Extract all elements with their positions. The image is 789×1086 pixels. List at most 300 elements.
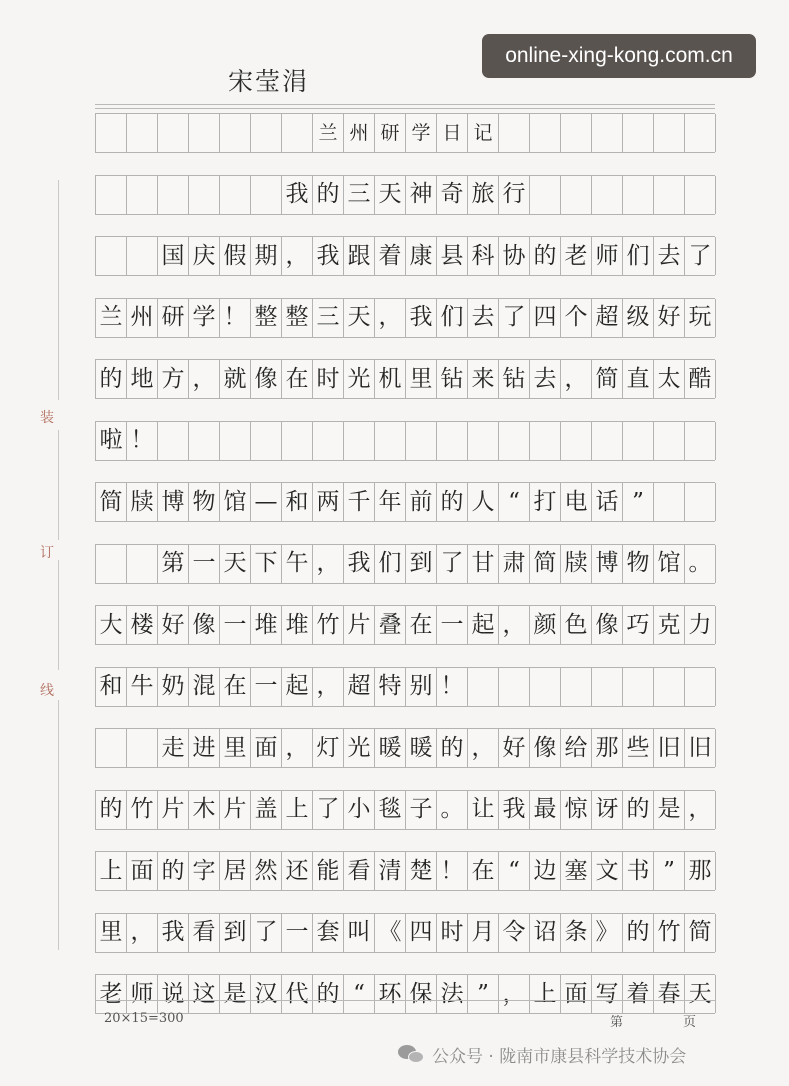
grid-cell: 里	[96, 914, 127, 952]
grid-cell: 边	[530, 852, 561, 890]
grid-cell	[282, 422, 313, 460]
grid-cell	[654, 176, 685, 214]
grid-cell: 我	[406, 299, 437, 337]
grid-cell: 颜	[530, 606, 561, 644]
margin-label-zhuang: 装	[40, 410, 54, 426]
grid-cell: ”	[468, 975, 499, 1013]
grid-cell: 面	[251, 729, 282, 767]
grid-cell	[127, 237, 158, 275]
grid-cell: 和	[96, 668, 127, 706]
grid-cell: 暖	[375, 729, 406, 767]
grid-cell	[623, 422, 654, 460]
grid-cell	[96, 114, 127, 152]
grid-cell: 整	[251, 299, 282, 337]
grid-cell: 是	[220, 975, 251, 1013]
grid-row	[95, 482, 715, 522]
binding-line	[58, 560, 59, 670]
grid-cell	[96, 729, 127, 767]
grid-cell: 学	[189, 299, 220, 337]
grid-cell: 们	[375, 545, 406, 583]
grid-cell: 两	[313, 483, 344, 521]
grid-cell: 居	[220, 852, 251, 890]
grid-cell: 千	[344, 483, 375, 521]
grid-size-note: 20×15=300	[104, 1011, 184, 1026]
grid-cell: 博	[592, 545, 623, 583]
grid-cell: 肃	[499, 545, 530, 583]
grid-cell: 午	[282, 545, 313, 583]
grid-cell: 研	[158, 299, 189, 337]
grid-cell	[313, 422, 344, 460]
grid-cell	[96, 545, 127, 583]
grid-cell: 月	[468, 914, 499, 952]
grid-cell: 天	[344, 299, 375, 337]
grid-cell: 片	[220, 791, 251, 829]
grid-cell: 州	[344, 114, 375, 152]
grid-cell: 在	[406, 606, 437, 644]
grid-cell: 牛	[127, 668, 158, 706]
grid-cell: 灯	[313, 729, 344, 767]
grid-row	[95, 667, 715, 707]
footer-attribution	[398, 1041, 686, 1067]
grid-cell: ，	[313, 545, 344, 583]
footer-text: 公众号 · 陇南市康县科学技术协会	[432, 1046, 687, 1067]
grid-cell: 文	[592, 852, 623, 890]
binding-line	[58, 700, 59, 950]
grid-cell: 前	[406, 483, 437, 521]
grid-cell: 这	[189, 975, 220, 1013]
grid-cell: 诏	[530, 914, 561, 952]
grid-cell: 牍	[561, 545, 592, 583]
grid-cell: 超	[592, 299, 623, 337]
grid-cell: 特	[375, 668, 406, 706]
grid-cell	[499, 668, 530, 706]
grid-cell: 简	[685, 914, 716, 952]
grid-cell: 太	[654, 360, 685, 398]
grid-cell	[685, 114, 716, 152]
grid-cell: 去	[468, 299, 499, 337]
grid-cell	[530, 668, 561, 706]
grid-cell: 州	[127, 299, 158, 337]
grid-cell: 的	[437, 483, 468, 521]
grid-cell: 我	[282, 176, 313, 214]
grid-cell: 话	[592, 483, 623, 521]
grid-cell: 面	[561, 975, 592, 1013]
grid-cell: 我	[499, 791, 530, 829]
grid-cell: 混	[189, 668, 220, 706]
grid-cell	[592, 422, 623, 460]
grid-cell: 就	[220, 360, 251, 398]
grid-cell: 电	[561, 483, 592, 521]
grid-cell: 小	[344, 791, 375, 829]
grid-cell: 。	[685, 545, 716, 583]
grid-cell: 四	[530, 299, 561, 337]
grid-cell: 令	[499, 914, 530, 952]
grid-cell: 奶	[158, 668, 189, 706]
grid-cell	[685, 483, 716, 521]
grid-cell: 来	[468, 360, 499, 398]
grid-cell: 机	[375, 360, 406, 398]
top-rule-inner	[95, 108, 715, 109]
binding-line	[58, 180, 59, 400]
grid-cell: 牍	[127, 483, 158, 521]
grid-cell	[530, 176, 561, 214]
grid-cell	[189, 114, 220, 152]
grid-cell: ”	[654, 852, 685, 890]
grid-cell	[685, 668, 716, 706]
grid-cell: 写	[592, 975, 623, 1013]
grid-cell: 记	[468, 114, 499, 152]
grid-cell	[592, 176, 623, 214]
grid-cell: 克	[654, 606, 685, 644]
grid-cell: 字	[189, 852, 220, 890]
grid-cell	[468, 668, 499, 706]
grid-cell: 子	[406, 791, 437, 829]
grid-cell: 上	[96, 852, 127, 890]
grid-cell: 简	[96, 483, 127, 521]
grid-cell: 打	[530, 483, 561, 521]
grid-cell: 学	[406, 114, 437, 152]
grid-cell: 堆	[282, 606, 313, 644]
grid-cell: 师	[127, 975, 158, 1013]
grid-cell: 说	[158, 975, 189, 1013]
grid-row	[95, 913, 715, 953]
grid-cell: 期	[251, 237, 282, 275]
grid-cell: 是	[654, 791, 685, 829]
grid-cell: 别	[406, 668, 437, 706]
grid-cell: 里	[406, 360, 437, 398]
grid-cell: 光	[344, 729, 375, 767]
grid-cell: 上	[530, 975, 561, 1013]
grid-cell: 简	[592, 360, 623, 398]
binding-line	[58, 430, 59, 540]
grid-cell: 研	[375, 114, 406, 152]
grid-cell	[251, 114, 282, 152]
grid-cell: 神	[406, 176, 437, 214]
grid-cell: 让	[468, 791, 499, 829]
grid-cell	[654, 483, 685, 521]
grid-row	[95, 605, 715, 645]
grid-cell: 像	[251, 360, 282, 398]
grid-cell: 去	[530, 360, 561, 398]
grid-row	[95, 113, 715, 153]
grid-cell: 像	[530, 729, 561, 767]
grid-cell: 好	[499, 729, 530, 767]
grid-cell	[344, 422, 375, 460]
grid-cell: 年	[375, 483, 406, 521]
grid-cell: 《	[375, 914, 406, 952]
grid-cell: 了	[437, 545, 468, 583]
grid-cell: 最	[530, 791, 561, 829]
grid-cell: 上	[282, 791, 313, 829]
page-label-ye: 页	[683, 1015, 697, 1030]
margin-label-xian: 线	[40, 683, 54, 699]
grid-cell: “	[499, 852, 530, 890]
grid-cell: 个	[561, 299, 592, 337]
grid-cell: 好	[654, 299, 685, 337]
grid-cell: 物	[623, 545, 654, 583]
grid-cell	[220, 422, 251, 460]
grid-cell	[468, 422, 499, 460]
grid-cell: 科	[468, 237, 499, 275]
grid-cell: 协	[499, 237, 530, 275]
grid-cell: 庆	[189, 237, 220, 275]
grid-cell: 着	[623, 975, 654, 1013]
grid-cell: 钻	[437, 360, 468, 398]
grid-cell: 直	[623, 360, 654, 398]
grid-cell	[561, 668, 592, 706]
grid-cell: 给	[561, 729, 592, 767]
author-name: 宋莹涓	[228, 67, 310, 96]
grid-cell: 着	[375, 237, 406, 275]
grid-cell: 汉	[251, 975, 282, 1013]
grid-cell: 惊	[561, 791, 592, 829]
grid-cell	[158, 422, 189, 460]
grid-cell	[189, 176, 220, 214]
grid-cell	[561, 176, 592, 214]
grid-cell: 我	[344, 545, 375, 583]
grid-cell: 那	[685, 852, 716, 890]
grid-cell: 一	[437, 606, 468, 644]
grid-cell: 光	[344, 360, 375, 398]
grid-cell: 整	[282, 299, 313, 337]
grid-cell: 盖	[251, 791, 282, 829]
grid-cell: 条	[561, 914, 592, 952]
grid-cell: ！	[127, 422, 158, 460]
grid-cell: 进	[189, 729, 220, 767]
grid-cell: 的	[437, 729, 468, 767]
grid-cell: ！	[437, 852, 468, 890]
grid-cell: 兰	[313, 114, 344, 152]
grid-row	[95, 298, 715, 338]
grid-row	[95, 728, 715, 768]
grid-cell: ，	[127, 914, 158, 952]
grid-cell: 博	[158, 483, 189, 521]
grid-cell: 方	[158, 360, 189, 398]
grid-cell: 啦	[96, 422, 127, 460]
grid-row	[95, 851, 715, 891]
grid-cell: “	[344, 975, 375, 1013]
grid-cell	[220, 114, 251, 152]
grid-cell: 能	[313, 852, 344, 890]
grid-cell: ，	[561, 360, 592, 398]
grid-cell: 了	[313, 791, 344, 829]
grid-cell: 巧	[623, 606, 654, 644]
grid-cell: 县	[437, 237, 468, 275]
grid-row	[95, 544, 715, 584]
grid-cell: 甘	[468, 545, 499, 583]
grid-cell	[654, 114, 685, 152]
grid-cell: 的	[313, 975, 344, 1013]
grid-cell: 走	[158, 729, 189, 767]
grid-cell: ”	[623, 483, 654, 521]
grid-cell: 到	[406, 545, 437, 583]
grid-cell: 。	[437, 791, 468, 829]
grid-cell: 老	[96, 975, 127, 1013]
grid-cell: 玩	[685, 299, 716, 337]
grid-cell: ，	[499, 975, 530, 1013]
grid-cell	[189, 422, 220, 460]
grid-cell: 我	[158, 914, 189, 952]
grid-cell: 力	[685, 606, 716, 644]
grid-cell: 地	[127, 360, 158, 398]
grid-cell: 讶	[592, 791, 623, 829]
grid-cell: 套	[313, 914, 344, 952]
grid-row	[95, 236, 715, 276]
wechat-icon	[398, 1043, 426, 1065]
grid-cell: 春	[654, 975, 685, 1013]
grid-cell	[499, 422, 530, 460]
grid-cell: 时	[313, 360, 344, 398]
grid-cell: 馆	[654, 545, 685, 583]
grid-cell	[623, 114, 654, 152]
grid-cell: 楚	[406, 852, 437, 890]
grid-cell: 大	[96, 606, 127, 644]
grid-cell	[437, 422, 468, 460]
grid-cell: 些	[623, 729, 654, 767]
grid-cell: 馆	[220, 483, 251, 521]
grid-cell: 了	[251, 914, 282, 952]
grid-cell	[158, 176, 189, 214]
grid-cell: 在	[468, 852, 499, 890]
grid-cell	[158, 114, 189, 152]
grid-cell: 清	[375, 852, 406, 890]
grid-cell: 四	[406, 914, 437, 952]
grid-cell: ，	[685, 791, 716, 829]
grid-cell: 第	[158, 545, 189, 583]
grid-cell: 里	[220, 729, 251, 767]
grid-cell: 去	[654, 237, 685, 275]
grid-cell: 兰	[96, 299, 127, 337]
grid-cell: —	[251, 483, 282, 521]
grid-cell: 跟	[344, 237, 375, 275]
grid-row	[95, 974, 715, 1014]
grid-cell: 简	[530, 545, 561, 583]
grid-cell	[375, 422, 406, 460]
grid-cell: 在	[220, 668, 251, 706]
grid-cell: 了	[685, 237, 716, 275]
grid-cell	[592, 114, 623, 152]
grid-cell: 的	[530, 237, 561, 275]
grid-cell: 师	[592, 237, 623, 275]
grid-cell: 竹	[654, 914, 685, 952]
grid-cell: 的	[313, 176, 344, 214]
grid-cell: 一	[220, 606, 251, 644]
grid-cell: 好	[158, 606, 189, 644]
grid-cell: 法	[437, 975, 468, 1013]
grid-cell: 起	[468, 606, 499, 644]
grid-cell: 日	[437, 114, 468, 152]
grid-cell	[127, 114, 158, 152]
grid-cell	[623, 176, 654, 214]
grid-row	[95, 359, 715, 399]
grid-cell: 到	[220, 914, 251, 952]
grid-cell: ，	[468, 729, 499, 767]
grid-cell: 那	[592, 729, 623, 767]
grid-cell: “	[499, 483, 530, 521]
grid-cell: 的	[623, 914, 654, 952]
grid-cell	[282, 114, 313, 152]
grid-cell: 天	[685, 975, 716, 1013]
grid-cell: ，	[189, 360, 220, 398]
grid-cell: 面	[127, 852, 158, 890]
grid-cell: ，	[282, 729, 313, 767]
grid-cell: 了	[499, 299, 530, 337]
grid-cell: 三	[344, 176, 375, 214]
grid-row	[95, 175, 715, 215]
grid-cell	[127, 176, 158, 214]
grid-cell: ，	[375, 299, 406, 337]
grid-cell: ，	[313, 668, 344, 706]
grid-cell: 暖	[406, 729, 437, 767]
grid-cell: 假	[220, 237, 251, 275]
grid-cell: 行	[499, 176, 530, 214]
grid-cell: 像	[592, 606, 623, 644]
grid-cell: 三	[313, 299, 344, 337]
grid-cell: 物	[189, 483, 220, 521]
grid-cell	[561, 114, 592, 152]
grid-cell: 一	[189, 545, 220, 583]
grid-cell: 堆	[251, 606, 282, 644]
grid-cell	[96, 176, 127, 214]
grid-cell	[685, 422, 716, 460]
grid-cell	[127, 545, 158, 583]
page-label-di: 第	[610, 1015, 624, 1030]
grid-cell: 竹	[127, 791, 158, 829]
grid-cell: 像	[189, 606, 220, 644]
grid-cell: 》	[592, 914, 623, 952]
grid-cell	[530, 422, 561, 460]
grid-cell	[499, 114, 530, 152]
grid-cell: 下	[251, 545, 282, 583]
grid-cell: 看	[344, 852, 375, 890]
grid-cell: 康	[406, 237, 437, 275]
grid-cell: 保	[406, 975, 437, 1013]
grid-cell: 木	[189, 791, 220, 829]
grid-cell: 环	[375, 975, 406, 1013]
grid-cell: 竹	[313, 606, 344, 644]
grid-cell: 塞	[561, 852, 592, 890]
grid-cell: ，	[282, 237, 313, 275]
grid-cell: 起	[282, 668, 313, 706]
grid-cell: 国	[158, 237, 189, 275]
grid-cell: 我	[313, 237, 344, 275]
grid-cell	[623, 668, 654, 706]
grid-cell	[685, 176, 716, 214]
grid-cell: 一	[282, 914, 313, 952]
grid-cell	[654, 422, 685, 460]
grid-cell: 色	[561, 606, 592, 644]
margin-label-ding: 订	[40, 545, 54, 561]
grid-cell: 钻	[499, 360, 530, 398]
grid-cell: 看	[189, 914, 220, 952]
grid-cell	[406, 422, 437, 460]
grid-cell: 楼	[127, 606, 158, 644]
grid-cell: 天	[375, 176, 406, 214]
grid-cell: 代	[282, 975, 313, 1013]
grid-cell	[530, 114, 561, 152]
grid-cell: 天	[220, 545, 251, 583]
grid-cell: 时	[437, 914, 468, 952]
grid-cell: 的	[158, 852, 189, 890]
grid-cell: 奇	[437, 176, 468, 214]
grid-cell: 们	[437, 299, 468, 337]
grid-cell: ！	[437, 668, 468, 706]
grid-cell: ，	[499, 606, 530, 644]
grid-cell: 的	[623, 791, 654, 829]
grid-cell: 酷	[685, 360, 716, 398]
grid-cell: 还	[282, 852, 313, 890]
grid-cell	[654, 668, 685, 706]
